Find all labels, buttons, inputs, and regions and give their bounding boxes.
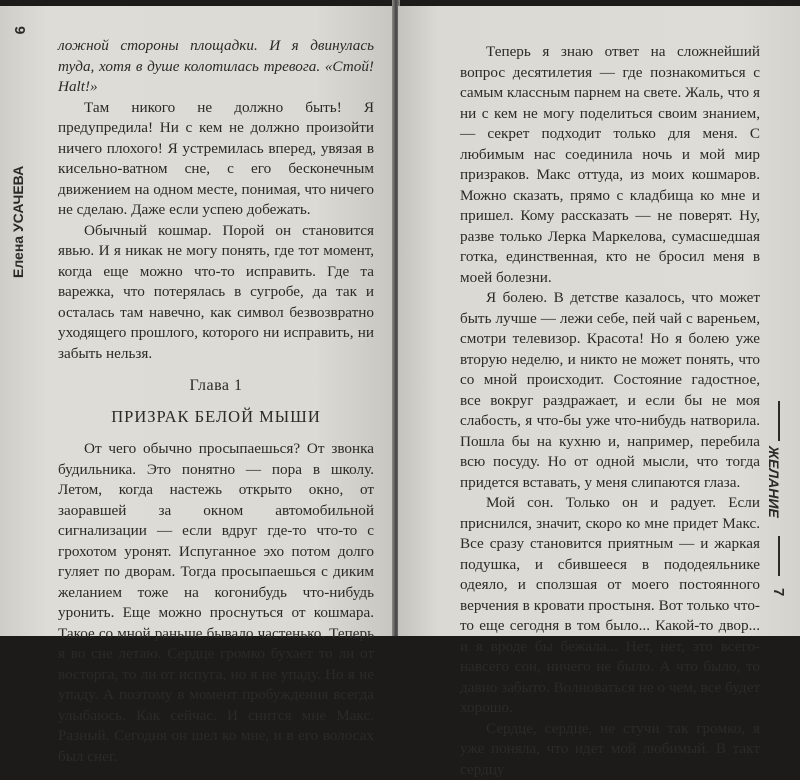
paragraph: Обычный кошмар. Порой он становится явью. И я никак не могу понять, где тот момент, когда еще можно что-то исправить. Где та варежка, что потерялась в сугробе, да так и осталась там навечно, как символ безвозвратно уходящего прошлого, которого ни исправить, ни забыть нельзя.	[58, 221, 374, 365]
left-page-number: 6	[12, 26, 29, 34]
decorative-rule-top	[778, 401, 780, 441]
book-title: ЖЕЛАНИЕ	[766, 446, 782, 518]
paragraph: Там никого не должно быть! Я предупредила! Ни с кем не должно произойти ничего плохого! Я устремилась вперед, увязая в кисельно-ватном сне, с его бесконечным движением на одном месте, понимая, что ничего не сделаю. Даже если успею добежать.	[58, 98, 374, 221]
left-text-column	[58, 36, 374, 767]
decorative-rule-bottom	[778, 536, 780, 576]
right-page-number: 7	[770, 588, 787, 596]
left-running-head	[10, 36, 34, 246]
right-page	[398, 6, 800, 636]
paragraph: Я болею. В детстве казалось, что может быть лучше — лежи себе, пей чай с вареньем, смотри телевизор. Красота! Но я болею уже вторую неделю, и никто не может понять, что со мной происходит. Состояние гадостное, все вокруг раздражает, и если бы не моя слабость, я что-бы уже что-нибудь натворила. Пошла бы на кухню и, например, перебила всю посуду. Но от одной мысли, что тогда придется вставать, у меня слипаются глаза.	[460, 288, 760, 493]
paragraph: Мой сон. Только он и радует. Если приснился, значит, скоро ко мне придет Макс. Все сразу становится приятным — и жаркая подушка, и сбившееся в пододеяльнике одеяло, и сползшая от моего постоянного верчения в кровати простыня. Вот только что-то еще сегодня в том было... Какой-то двор... и я вроде бы бежала... Нет, нет, это всего-навсего сон, ничего не было. А что было, то давно забыто. Волноваться не о чем, все будет хорошо.	[460, 493, 760, 719]
chapter-title: ПРИЗРАК БЕЛОЙ МЫШИ	[58, 407, 374, 428]
author-name: Елена УСАЧЕВА	[10, 68, 26, 278]
left-page	[0, 6, 393, 636]
paragraph: ложной стороны площадки. И я двинулась туда, хотя в душе колотилась тревога. «Стой! Halt!»	[58, 36, 374, 98]
chapter-number: Глава 1	[58, 376, 374, 397]
paragraph: От чего обычно просыпаешься? От звонка будильника. Это понятно — пора в школу. Летом, когда настежь открыто окно, от заоравшей за окном автомобильной сигнализации — если вдруг где-то что-то с грохотом уронят. Испуганное эхо потом долго гуляет по дворам. Тогда просыпаешься с диким желанием тоже на когонибудь что-нибудь уронить. Еще можно проснуться от кошмара. Такое со мной раньше бывало частенько. Теперь я во сне летаю. Сердце громко бухает то ли от восторга, то ли от испуга, но я не упаду. Но я не упаду. А поэтому в момент пробуждения всегда улыбаюсь. Как сейчас. И снится мне Макс. Разный. Сегодня он шел ко мне, и в его волосах был снег.	[58, 439, 374, 767]
paragraph: Сердце, сердце, не стучи так громко, я уже поняла, что идет мой любимый. В такт сердцу	[460, 719, 760, 780]
paragraph: Теперь я знаю ответ на сложнейший вопрос десятилетия — где познакомиться с самым классным парнем на свете. Жаль, что я ни с кем не могу поделиться своим знанием, — секрет подходит только для меня. С любимым нас соединила ночь и мой мир призраков. Макс оттуда, из моих кошмаров. Можно сказать, прямо с кладбища ко мне и пришел. Кому рассказать — не поверят. Ну, разве только Лерка Маркелова, сумасшедшая готка, единственная, кто не бросил меня в моей болезни.	[460, 42, 760, 288]
right-text-column	[460, 42, 760, 780]
